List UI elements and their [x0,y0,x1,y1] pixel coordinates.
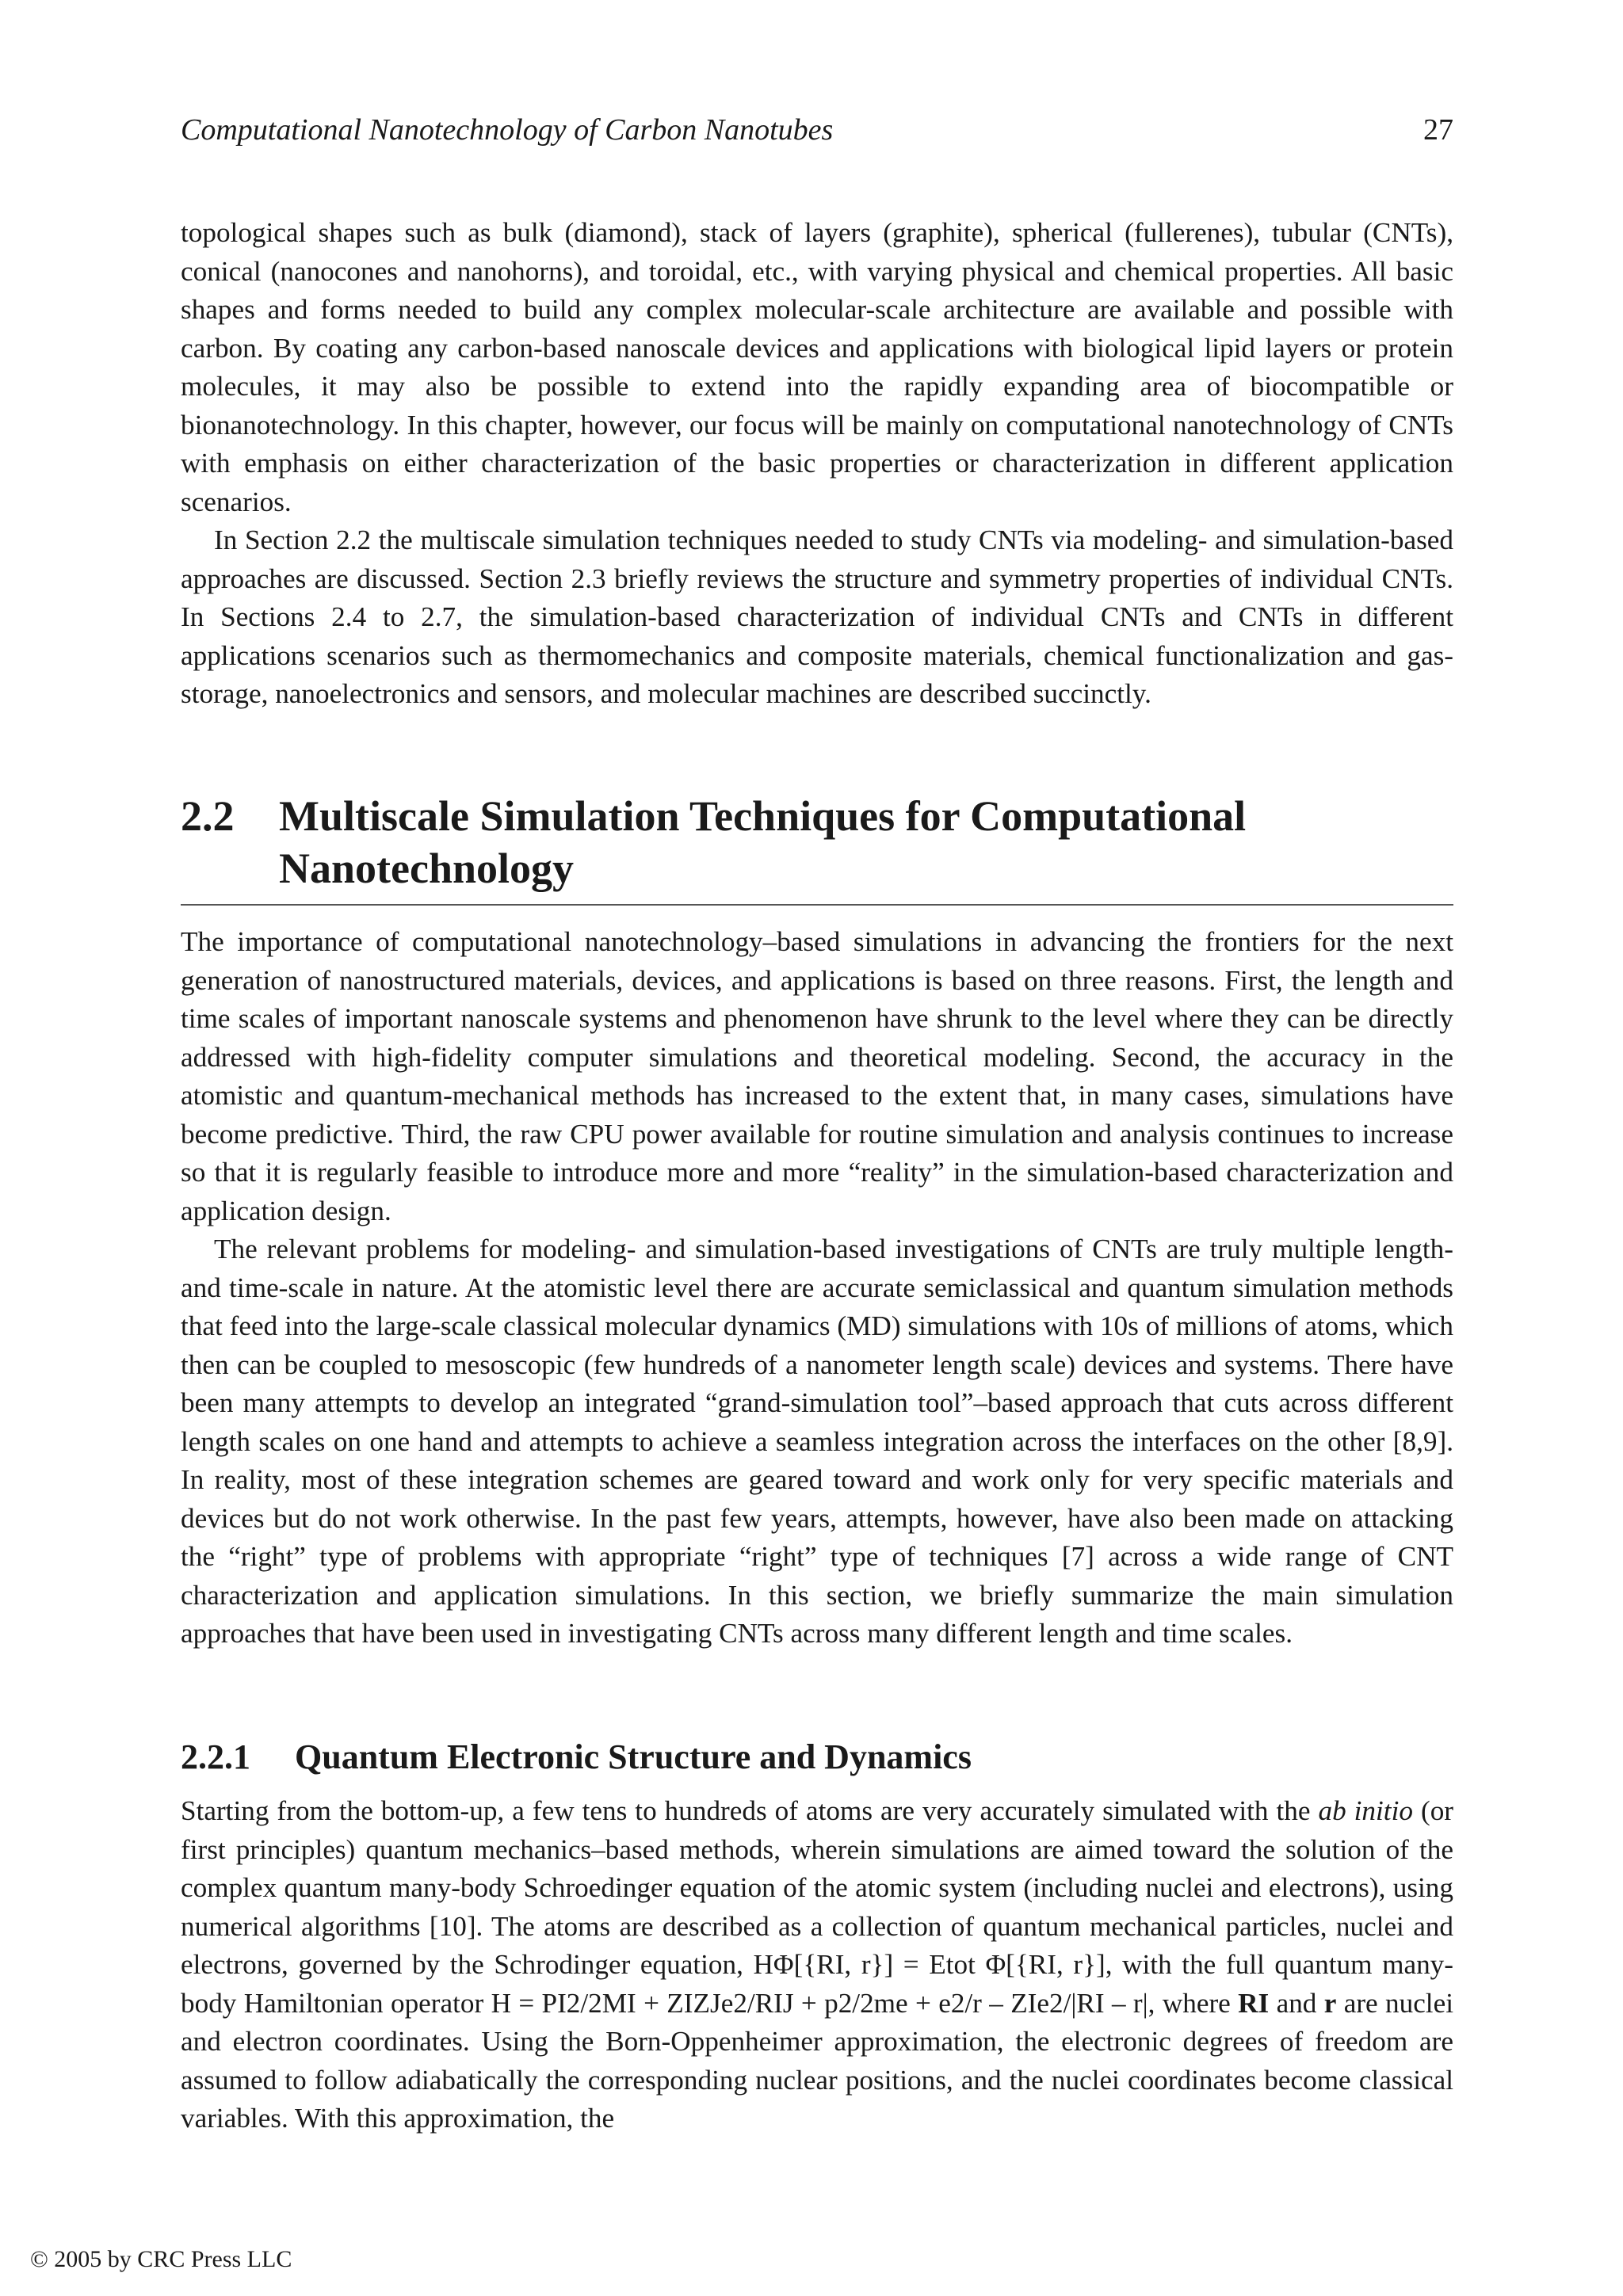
section-number: 2.2 [181,792,235,840]
nuclei-coordinate-symbol: RI [1238,1987,1270,2019]
section-2-2-paragraph-1: The importance of computational nanotechnology–based simulations in advancing the frontiers for the next generation of nanostructured materials, devices, and applications is based on three reasons. First, the length and time scales of important nanoscale systems and phenomenon have shrunk to the level where they can be directly addressed with high-fidelity computer simulations and theoretical modeling. Second, the accuracy in the atomistic and quantum-mechanical methods has increased to the extent that, in many cases, simulations have become predictive. Third, the raw CPU power available for routine simulation and analysis continues to increase so that it is regularly feasible to introduce more and more “reality” in the simulation-based characterization and application design. [181,926,1453,1226]
intro-text [181,214,1453,714]
section-title: Multiscale Simulation Techniques for Computational Nanotechnology [279,792,1247,892]
section-2-2-1-body [181,1792,1453,2138]
ab-initio-term: ab initio [1318,1795,1413,1826]
schrodinger-equation: HΦ[{RI, r}] = Etot Φ[{RI, r}] [753,1949,1106,1980]
text-b: (or first principles) quantum mechanics–based methods, wherein simulations are aimed toward the solution of the complex quantum many-body Schroedinger equation of the atomic system (including nuclei and electrons), using numerical algorithms [10]. The atoms are described as a collection of quantum mechanical particles, nuclei and electrons, governed by the Schrodinger equation, [181,1795,1454,1980]
section-2-2-heading [181,790,1453,906]
section-2-2-body [181,923,1453,1653]
text-a: Starting from the bottom-up, a few tens to hundreds of atoms are very accurately simulated with the [181,1795,1319,1826]
intro-paragraph-1: topological shapes such as bulk (diamond), stack of layers (graphite), spherical (fullerenes), tubular (CNTs), conical (nanocones and nanohorns), and toroidal, etc., with varying physical and chemical properties. All basic shapes and forms needed to build any complex molecular-scale architecture are available and possible with carbon. By coating any carbon-based nanoscale devices and applications with biological lipid layers or protein molecules, it may also be possible to extend into the rapidly expanding area of biocompatible or bionanotechnology. In this chapter, however, our focus will be mainly on computational nanotechnology of CNTs with emphasis on either characterization of the basic properties or characterization in different application scenarios. [181,217,1453,517]
running-title: Computational Nanotechnology of Carbon Nanotubes [181,113,834,147]
subsection-title: Quantum Electronic Structure and Dynamics [295,1737,972,1776]
running-header [181,113,1453,147]
hamiltonian-equation: H = PI2/2MI + ZIZJe2/RIJ + p2/2me + e2/r – ZIe2/|RI – r| [491,1987,1148,2019]
text-c: , with the full quantum many-body Hamiltonian operator [181,1949,1453,2019]
text-e: and [1269,1987,1324,2019]
copyright-footer: © 2005 by CRC Press LLC [30,2246,292,2272]
section-2-2-1-heading [181,1735,972,1779]
page-number: 27 [1423,113,1453,147]
intro-paragraph-2: In Section 2.2 the multiscale simulation techniques needed to study CNTs via modeling- and simulation-based approaches are discussed. Section 2.3 briefly reviews the structure and symmetry properties of individual CNTs. In Sections 2.4 to 2.7, the simulation-based characterization of individual CNTs and CNTs in different applications scenarios such as thermomechanics and composite materials, chemical functionalization and gas-storage, nanoelectronics and sensors, and molecular machines are described succinctly. [181,524,1453,709]
section-2-2-1-paragraph [181,1792,1453,2138]
text-d: , where [1148,1987,1239,2019]
text-f: are nuclei and electron coordinates. Using the Born-Oppenheimer approximation, the electronic degrees of freedom are assumed to follow adiabatically the corresponding nuclear positions, and the nuclei coordinates become classical variables. With this approximation, the [181,1987,1453,2134]
section-2-2-paragraph-2: The relevant problems for modeling- and simulation-based investigations of CNTs are truly multiple length- and time-scale in nature. At the atomistic level there are accurate semiclassical and quantum simulation methods that feed into the large-scale classical molecular dynamics (MD) simulations with 10s of millions of atoms, which then can be coupled to mesoscopic (few hundreds of a nanometer length scale) devices and systems. There have been many attempts to develop an integrated “grand-simulation tool”–based approach that cuts across different length scales on one hand and attempts to achieve a seamless integration across the interfaces on the other [8,9]. In reality, most of these integration schemes are geared toward and work only for very specific materials and devices but do not work otherwise. In the past few years, attempts, however, have also been made on attacking the “right” type of problems with appropriate “right” type of techniques [7] across a wide range of CNT characterization and application simulations. In this section, we briefly summarize the main simulation approaches that have been used in investigating CNTs across many different length and time scales. [181,1234,1453,1649]
subsection-number: 2.2.1 [181,1737,250,1776]
electron-coordinate-symbol: r [1323,1987,1337,2019]
